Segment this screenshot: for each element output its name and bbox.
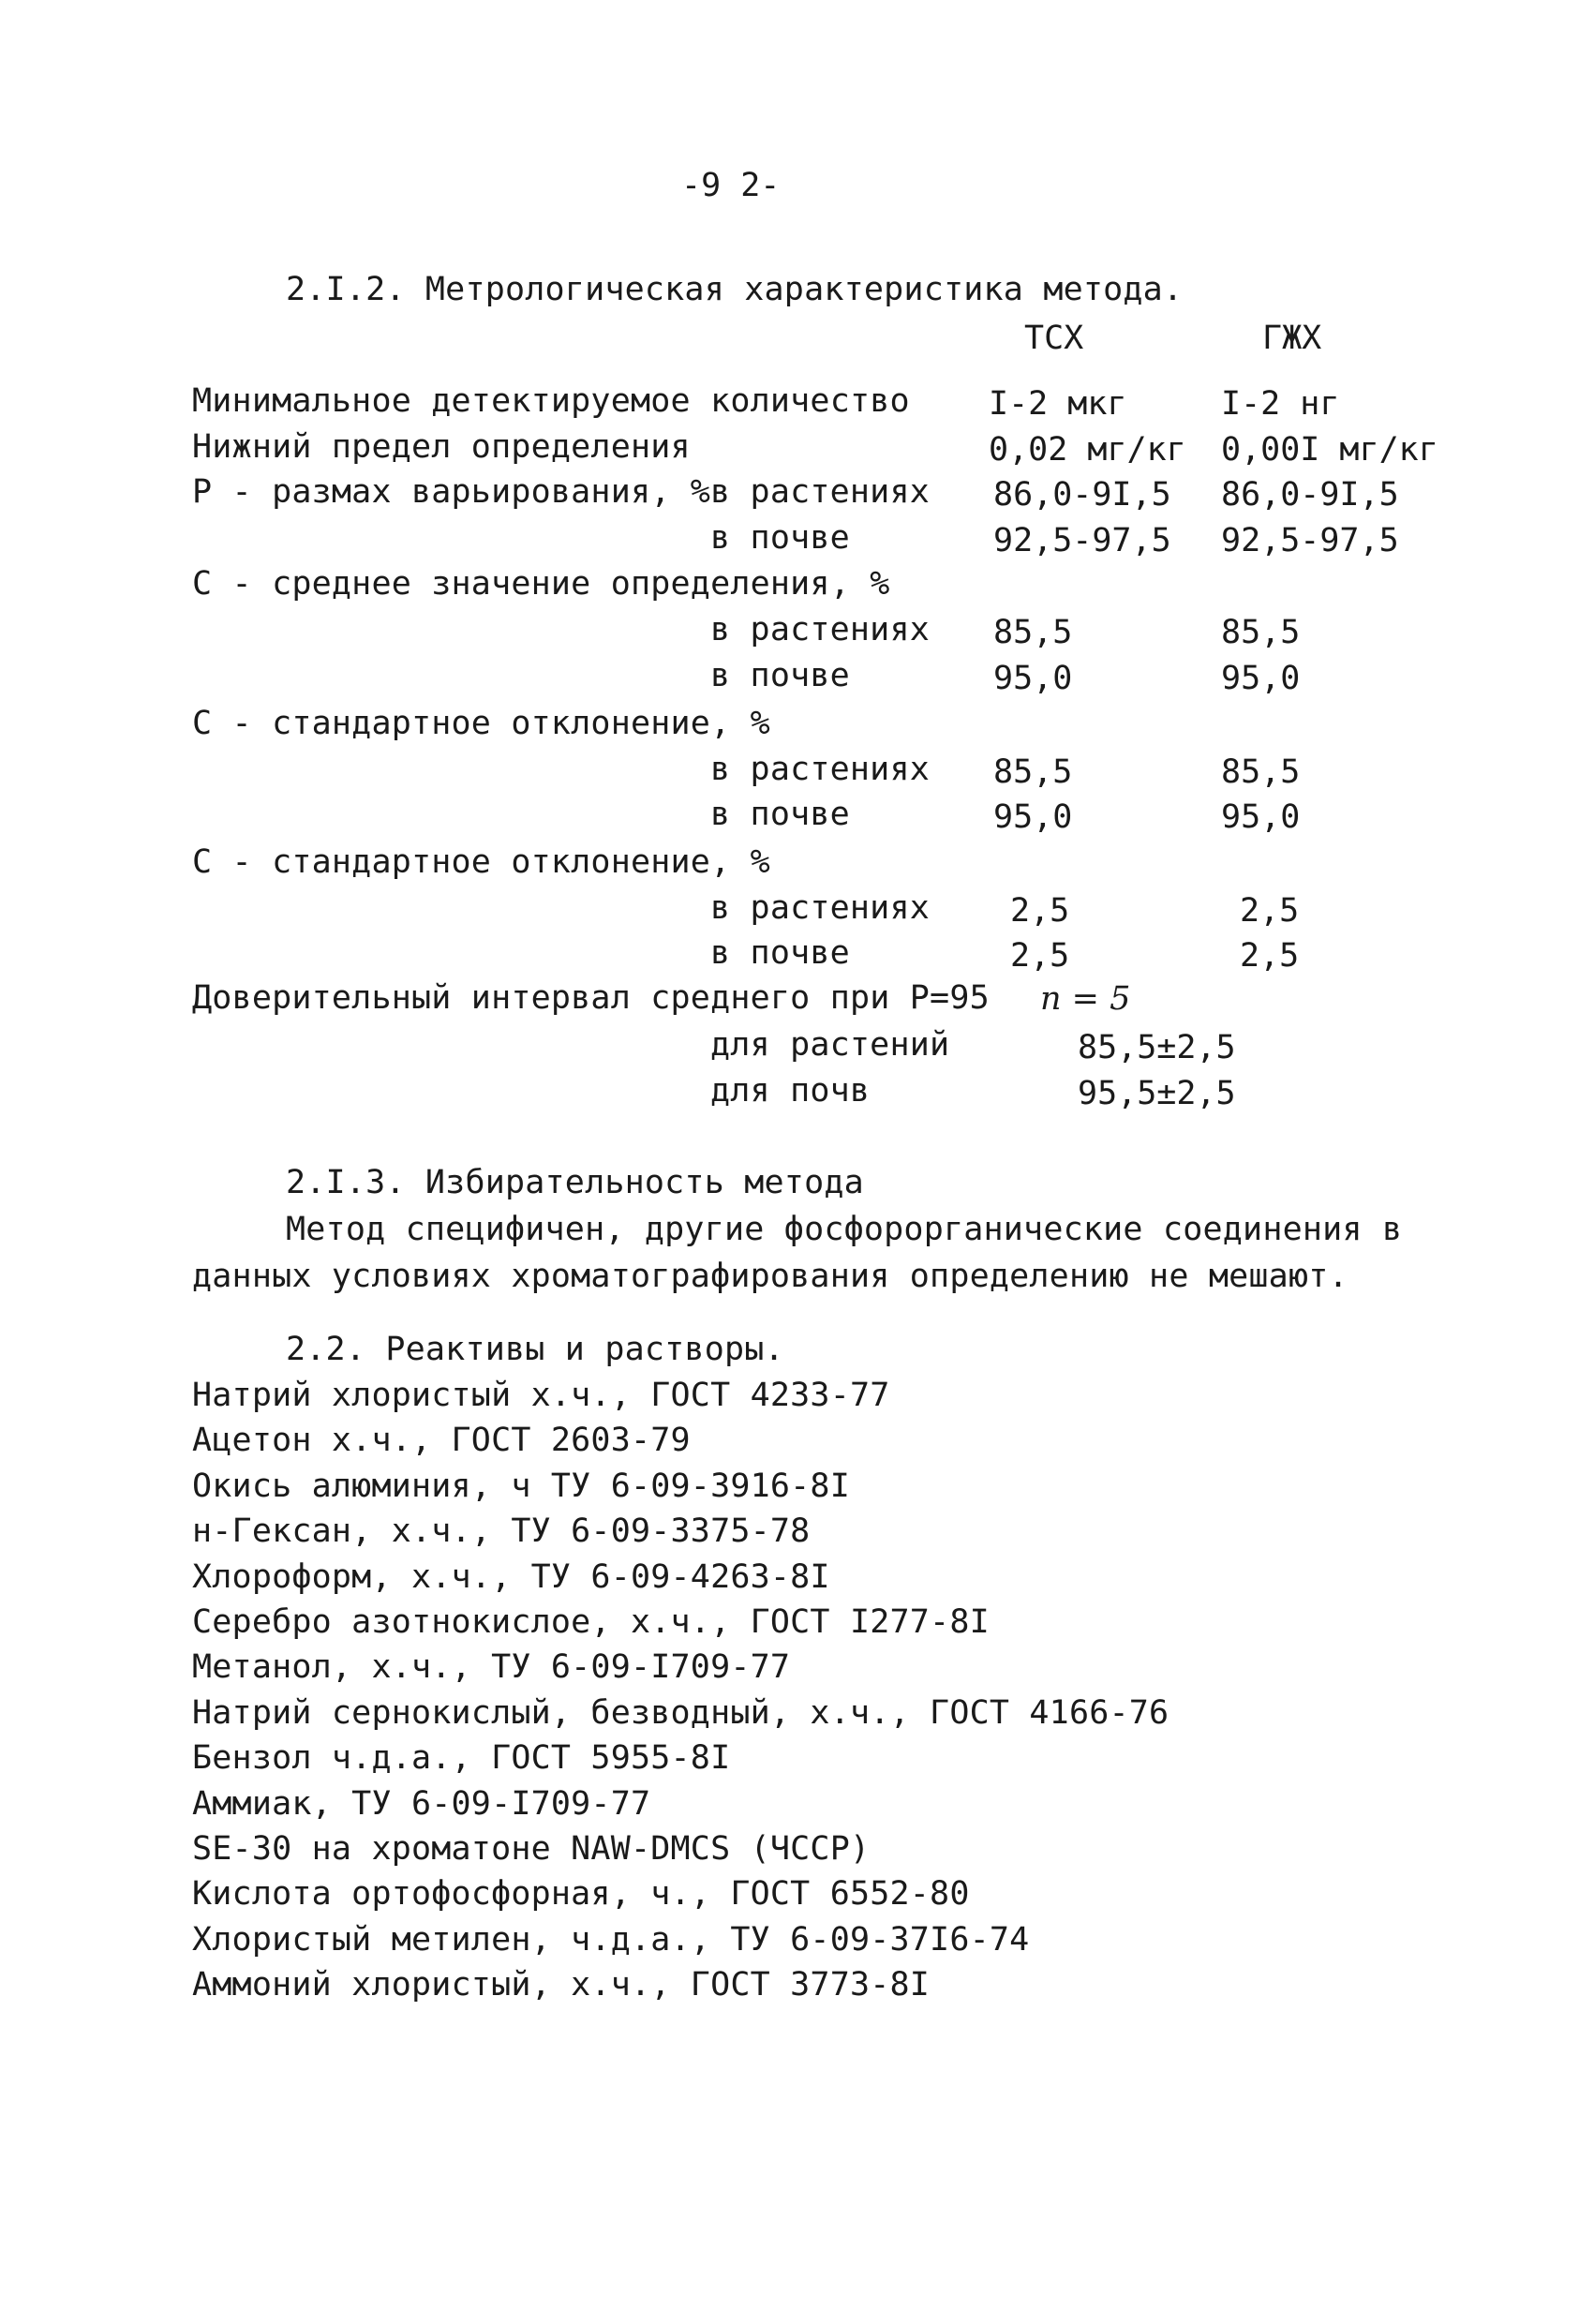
value-tsx-lower-limit: 0,02 мг/кг xyxy=(989,431,1186,469)
reagent-item: Ацетон х.ч., ГОСТ 2603-79 xyxy=(192,1422,691,1459)
value-gzhx-stdev2-plants: 2,5 xyxy=(1240,892,1300,930)
reagent-item: Натрий сернокислый, безводный, х.ч., ГОСТ 4166-76 xyxy=(192,1694,1169,1732)
reagent-item: Натрий хлористый х.ч., ГОСТ 4233-77 xyxy=(192,1377,890,1414)
value-gzhx-stdev2-soil: 2,5 xyxy=(1240,937,1300,975)
column-label-tsx: ТСХ xyxy=(1024,320,1084,357)
row-label-mean-heading: С - среднее значение определения, % xyxy=(192,565,890,603)
row-label-stdev-heading-1: С - стандартное отклонение, % xyxy=(192,705,770,742)
row-label-stdev-heading-2: С - стандартное отклонение, % xyxy=(192,843,770,881)
value-gzhx-mean-plants: 85,5 xyxy=(1221,614,1301,651)
value-tsx-mean-plants: 85,5 xyxy=(993,614,1073,651)
confidence-plants-label: для растений xyxy=(710,1026,950,1064)
row-sublabel-stdev2-plants: в растениях xyxy=(710,889,930,927)
reagent-item: Серебро азотнокислое, х.ч., ГОСТ I277-8I xyxy=(192,1603,990,1641)
section-2-1-2-heading: 2.I.2. Метрологическая характеристика метода. xyxy=(286,271,1184,308)
value-tsx-range-soil: 92,5-97,5 xyxy=(993,522,1171,559)
row-sublabel-range-plants: в растениях xyxy=(710,473,930,511)
section-2-2-heading: 2.2. Реактивы и растворы. xyxy=(286,1331,784,1368)
row-sublabel-stdev2-soil: в почве xyxy=(710,934,850,972)
value-tsx-mean-soil: 95,0 xyxy=(993,660,1073,697)
page-number: -9 2- xyxy=(681,167,781,204)
column-label-gzhx: ГЖХ xyxy=(1262,320,1322,357)
value-tsx-stdev1-soil: 95,0 xyxy=(993,798,1073,836)
value-gzhx-lower-limit: 0,00I мг/кг xyxy=(1221,431,1438,469)
reagent-item: Хлороформ, х.ч., ТУ 6-09-4263-8I xyxy=(192,1558,830,1596)
section-2-1-3-body-line-2: данных условиях хроматографирования определению не мешают. xyxy=(192,1258,1348,1295)
value-tsx-range-plants: 86,0-9I,5 xyxy=(993,476,1171,514)
row-label-min-detectable: Минимальное детектируемое количество xyxy=(192,382,910,420)
value-gzhx-min-detectable: I-2 нг xyxy=(1221,385,1340,423)
reagent-item: Бензол ч.д.а., ГОСТ 5955-8I xyxy=(192,1739,731,1777)
reagent-item: Кислота ортофосфорная, ч., ГОСТ 6552-80 xyxy=(192,1875,970,1913)
reagent-item: Хлористый метилен, ч.д.а., ТУ 6-09-37I6-74 xyxy=(192,1921,1030,1959)
value-gzhx-mean-soil: 95,0 xyxy=(1221,660,1301,697)
section-2-1-3-heading: 2.I.3. Избирательность метода xyxy=(286,1164,864,1201)
row-label-range-plants: Р - размах варьирования, % xyxy=(192,473,711,511)
value-tsx-stdev2-plants: 2,5 xyxy=(1010,892,1070,930)
row-sublabel-range-soil: в почве xyxy=(710,519,850,557)
row-label-lower-limit: Нижний предел определения xyxy=(192,428,691,466)
reagent-item: н-Гексан, х.ч., ТУ 6-09-3375-78 xyxy=(192,1512,811,1550)
value-gzhx-stdev1-soil: 95,0 xyxy=(1221,798,1301,836)
value-tsx-stdev2-soil: 2,5 xyxy=(1010,937,1070,975)
reagent-item: SE-30 на хроматоне NAW-DMCS (ЧССР) xyxy=(192,1830,871,1868)
reagent-item: Аммоний хлористый, х.ч., ГОСТ 3773-8I xyxy=(192,1966,931,2004)
value-tsx-stdev1-plants: 85,5 xyxy=(993,753,1073,791)
confidence-n-note: n = 5 xyxy=(1040,980,1131,1018)
reagent-item: Аммиак, ТУ 6-09-I709-77 xyxy=(192,1785,651,1823)
row-sublabel-mean-plants: в растениях xyxy=(710,611,930,648)
confidence-interval-label: Доверительный интервал среднего при Р=95 xyxy=(192,979,990,1017)
reagent-item: Окись алюминия, ч ТУ 6-09-3916-8I xyxy=(192,1467,850,1505)
row-sublabel-mean-soil: в почве xyxy=(710,657,850,694)
row-sublabel-stdev1-plants: в растениях xyxy=(710,751,930,788)
value-gzhx-stdev1-plants: 85,5 xyxy=(1221,753,1301,791)
reagent-item: Метанол, х.ч., ТУ 6-09-I709-77 xyxy=(192,1648,791,1686)
value-gzhx-range-soil: 92,5-97,5 xyxy=(1221,522,1399,559)
confidence-plants-value: 85,5±2,5 xyxy=(1078,1029,1236,1066)
section-2-1-3-body-line-1: Метод специфичен, другие фосфорорганические соединения в xyxy=(286,1211,1403,1248)
confidence-soil-label: для почв xyxy=(710,1072,871,1110)
row-sublabel-stdev1-soil: в почве xyxy=(710,796,850,833)
confidence-soil-value: 95,5±2,5 xyxy=(1078,1075,1236,1112)
value-gzhx-range-plants: 86,0-9I,5 xyxy=(1221,476,1399,514)
value-tsx-min-detectable: I-2 мкг xyxy=(989,385,1127,423)
